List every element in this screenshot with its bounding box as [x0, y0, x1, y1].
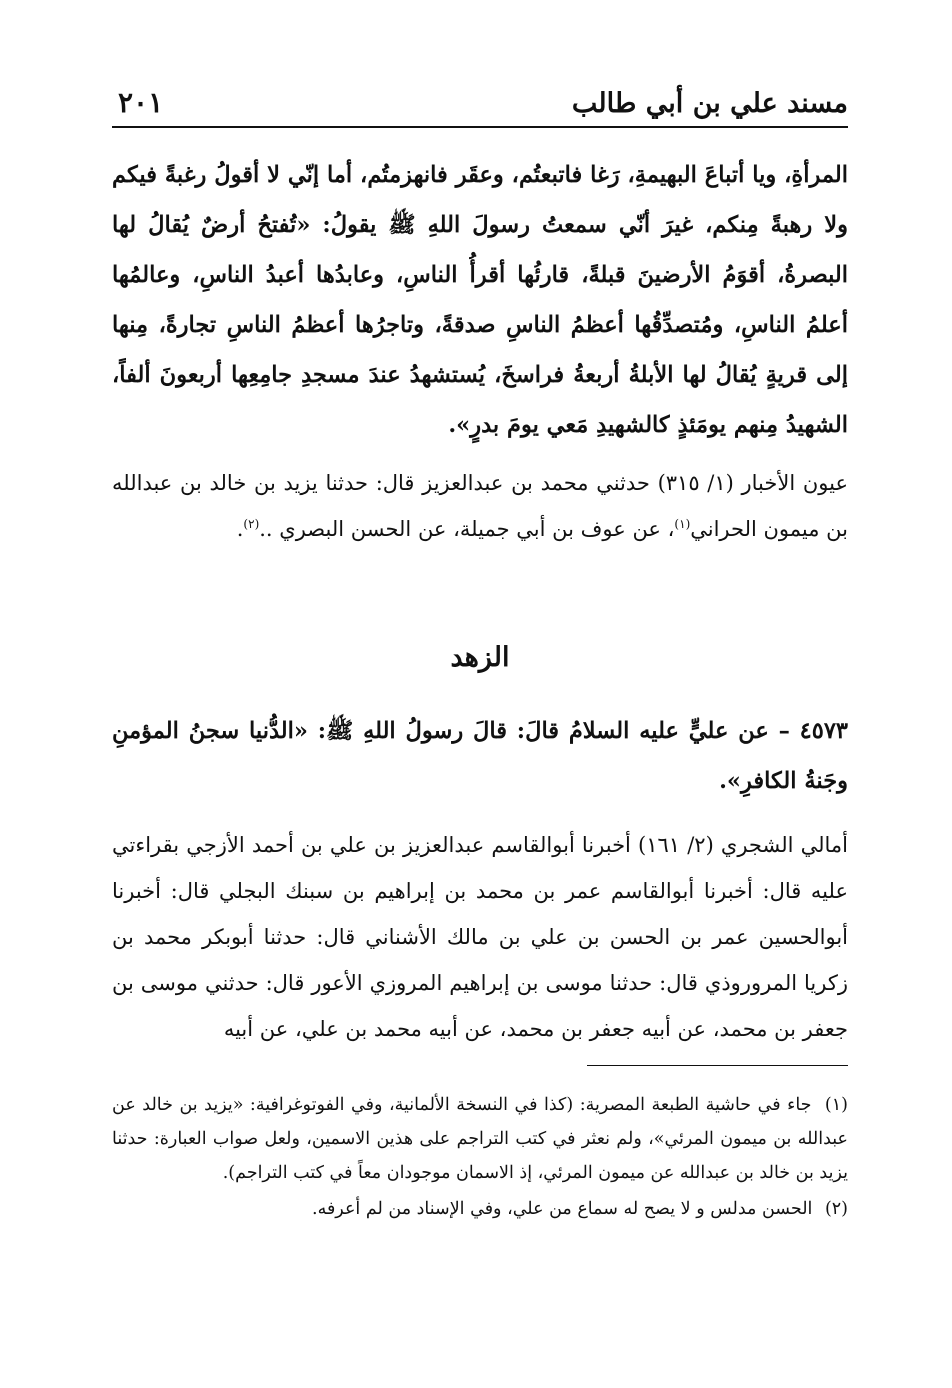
- source-1-before: عيون الأخبار (١/ ٣١٥) حدثني محمد بن عبدالعزيز قال: حدثنا يزيد بن خالد بن عبدالله بن ميمون الحراني: [112, 471, 848, 541]
- footnote-ref-1[interactable]: (١): [674, 517, 691, 531]
- footnote-1: [112, 1088, 848, 1190]
- running-title: مسند علي بن أبي طالب: [571, 88, 848, 119]
- section-heading: الزهد: [450, 642, 510, 673]
- footnote-divider: [587, 1065, 848, 1066]
- source-paragraph-2: أمالي الشجري (٢/ ١٦١) أخبرنا أبوالقاسم عبدالعزيز بن علي بن أحمد الأزجي بقراءتي عليه قال: أخبرنا أبوالقاسم عمر بن محمد بن إبراهيم بن سبنك البجلي قال: أخبرنا أبوالحسين عمر بن الحسن بن علي بن مالك الأشناني قال: حدثنا أبوبكر محمد بن زكريا المروروذي قال: حدثنا موسى بن إبراهيم المروزي الأعور قال: حدثني موسى بن جعفر بن محمد، عن أبيه جعفر بن محمد، عن أبيه محمد بن علي، عن أبيه: [112, 833, 848, 1041]
- source-1-middle: ، عن عوف بن أبي جميلة، عن الحسن البصري ..: [259, 517, 675, 541]
- footnote-2-number: (٢): [824, 1199, 848, 1219]
- footnote-ref-2[interactable]: (٢): [243, 517, 260, 531]
- footnote-2: [112, 1192, 848, 1226]
- footnote-1-text: جاء في حاشية الطبعة المصرية: (كذا في النسخة الألمانية، وفي الفوتوغرافية: «يزيد بن خالد عن عبدالله بن ميمون المرئي»، ولم نعثر في كتب التراجم على هذين الاسمين، ولعل صواب العبارة: حدثنا يزيد بن خالد بن عبدالله عن ميمون المرئي، إذ الاسمان موجودان معاً في كتب التراجم).: [112, 1095, 848, 1183]
- footnote-1-number: (١): [824, 1095, 848, 1115]
- footnotes: [112, 1088, 848, 1226]
- source-1-after: .: [236, 517, 244, 541]
- hadith-continued-text: المرأةِ، ويا أتباعَ البهيمةِ، رَغا فاتبعتُم، وعقَر فانهزمتُم، أما إنّي لا أقولُ رغبةً فيكم ولا رهبةً مِنكم، غيرَ أنّي سمعتُ رسولَ اللهِ ﷺ يقولُ: «تُفتحُ أرضٌ يُقالُ لها البصرةُ، أقوَمُ الأرضينَ قبلةً، قارئُها أقرأُ الناسِ، وعابدُها أعبدُ الناسِ، وعالمُها أعلمُ الناسِ، ومُتصدِّقُها أعظمُ الناسِ صدقةً، وتاجرُها أعظمُ الناسِ تجارةً، مِنها إلى قريةٍ يُقالُ لها الأبلةُ أربعةُ فراسخَ، يُستشهدُ عندَ مسجدِ جامِعِها أربعونَ ألفاً، الشهيدُ مِنهم يومَئذٍ كالشهيدِ مَعي يومَ بدرٍ».: [112, 162, 848, 438]
- source-paragraph-1: [112, 460, 848, 552]
- footnote-2-text: الحسن مدلس و لا يصح له سماع من علي، وفي الإسناد من لم أعرفه.: [312, 1199, 813, 1219]
- page-header: [112, 86, 848, 128]
- page-number: ٢٠١: [118, 86, 164, 119]
- hadith-4573-text: ٤٥٧٣ – عن عليٍّ عليه السلامُ قالَ: قالَ رسولُ اللهِ ﷺ: «الدُّنيا سجنُ المؤمنِ وجَنةُ الكافرِ».: [112, 718, 848, 794]
